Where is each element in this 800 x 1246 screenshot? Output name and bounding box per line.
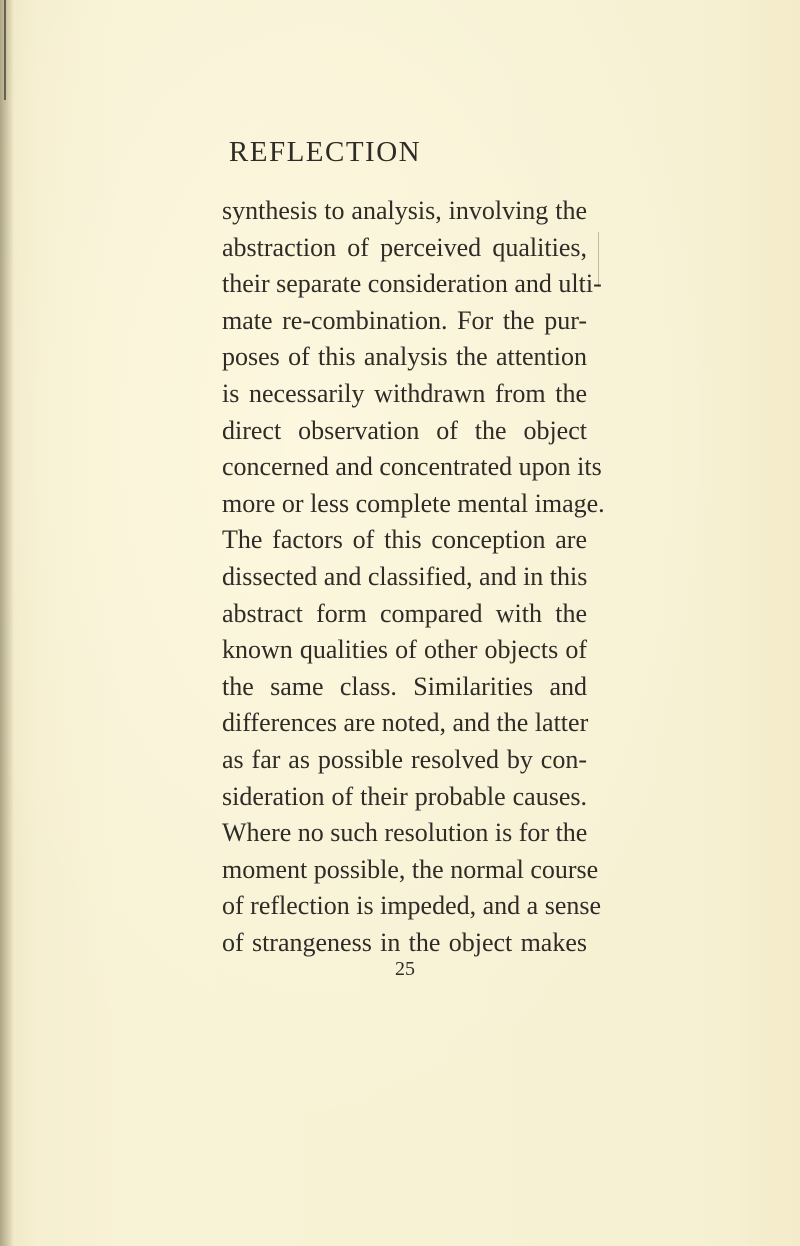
text-line: synthesis to analysis, involving the <box>222 196 587 225</box>
text-line: moment possible, the normal course <box>222 854 599 884</box>
text-line: direct observation of the object <box>222 415 587 445</box>
text-line: as far as possible resolved by con- <box>222 744 587 774</box>
text-line: mate re-combination. For the pur- <box>222 305 587 335</box>
page-number: 25 <box>395 958 415 980</box>
text-line: more or less complete mental image. <box>222 488 605 518</box>
text-line: their separate consideration and ulti- <box>222 269 602 299</box>
text-line: poses of this analysis the attention <box>222 342 587 372</box>
text-line: dissected and classified, and in this <box>222 561 588 591</box>
text-line: abstraction of perceived qualities, <box>222 232 587 262</box>
text-line: of reflection is impeded, and a sense <box>222 891 602 921</box>
text-line: Where no such resolution is for the <box>222 818 588 848</box>
text-line: of strangeness in the object makes <box>222 927 587 957</box>
text-line: differences are noted, and the latter <box>222 708 589 738</box>
text-line: is necessarily withdrawn from the <box>222 378 587 408</box>
text-line: abstract form compared with the <box>222 598 587 628</box>
body-text <box>222 193 605 961</box>
page-edge-line <box>4 0 6 100</box>
text-line: concerned and concentrated upon its <box>222 452 602 482</box>
text-line: the same class. Similarities and <box>222 671 587 701</box>
text-line: The factors of this conception are <box>222 525 587 555</box>
text-line: known qualities of other objects of <box>222 635 587 665</box>
running-head: REFLECTION <box>228 136 422 168</box>
text-line: sideration of their probable causes. <box>222 781 587 811</box>
gutter-shadow <box>0 0 14 1246</box>
